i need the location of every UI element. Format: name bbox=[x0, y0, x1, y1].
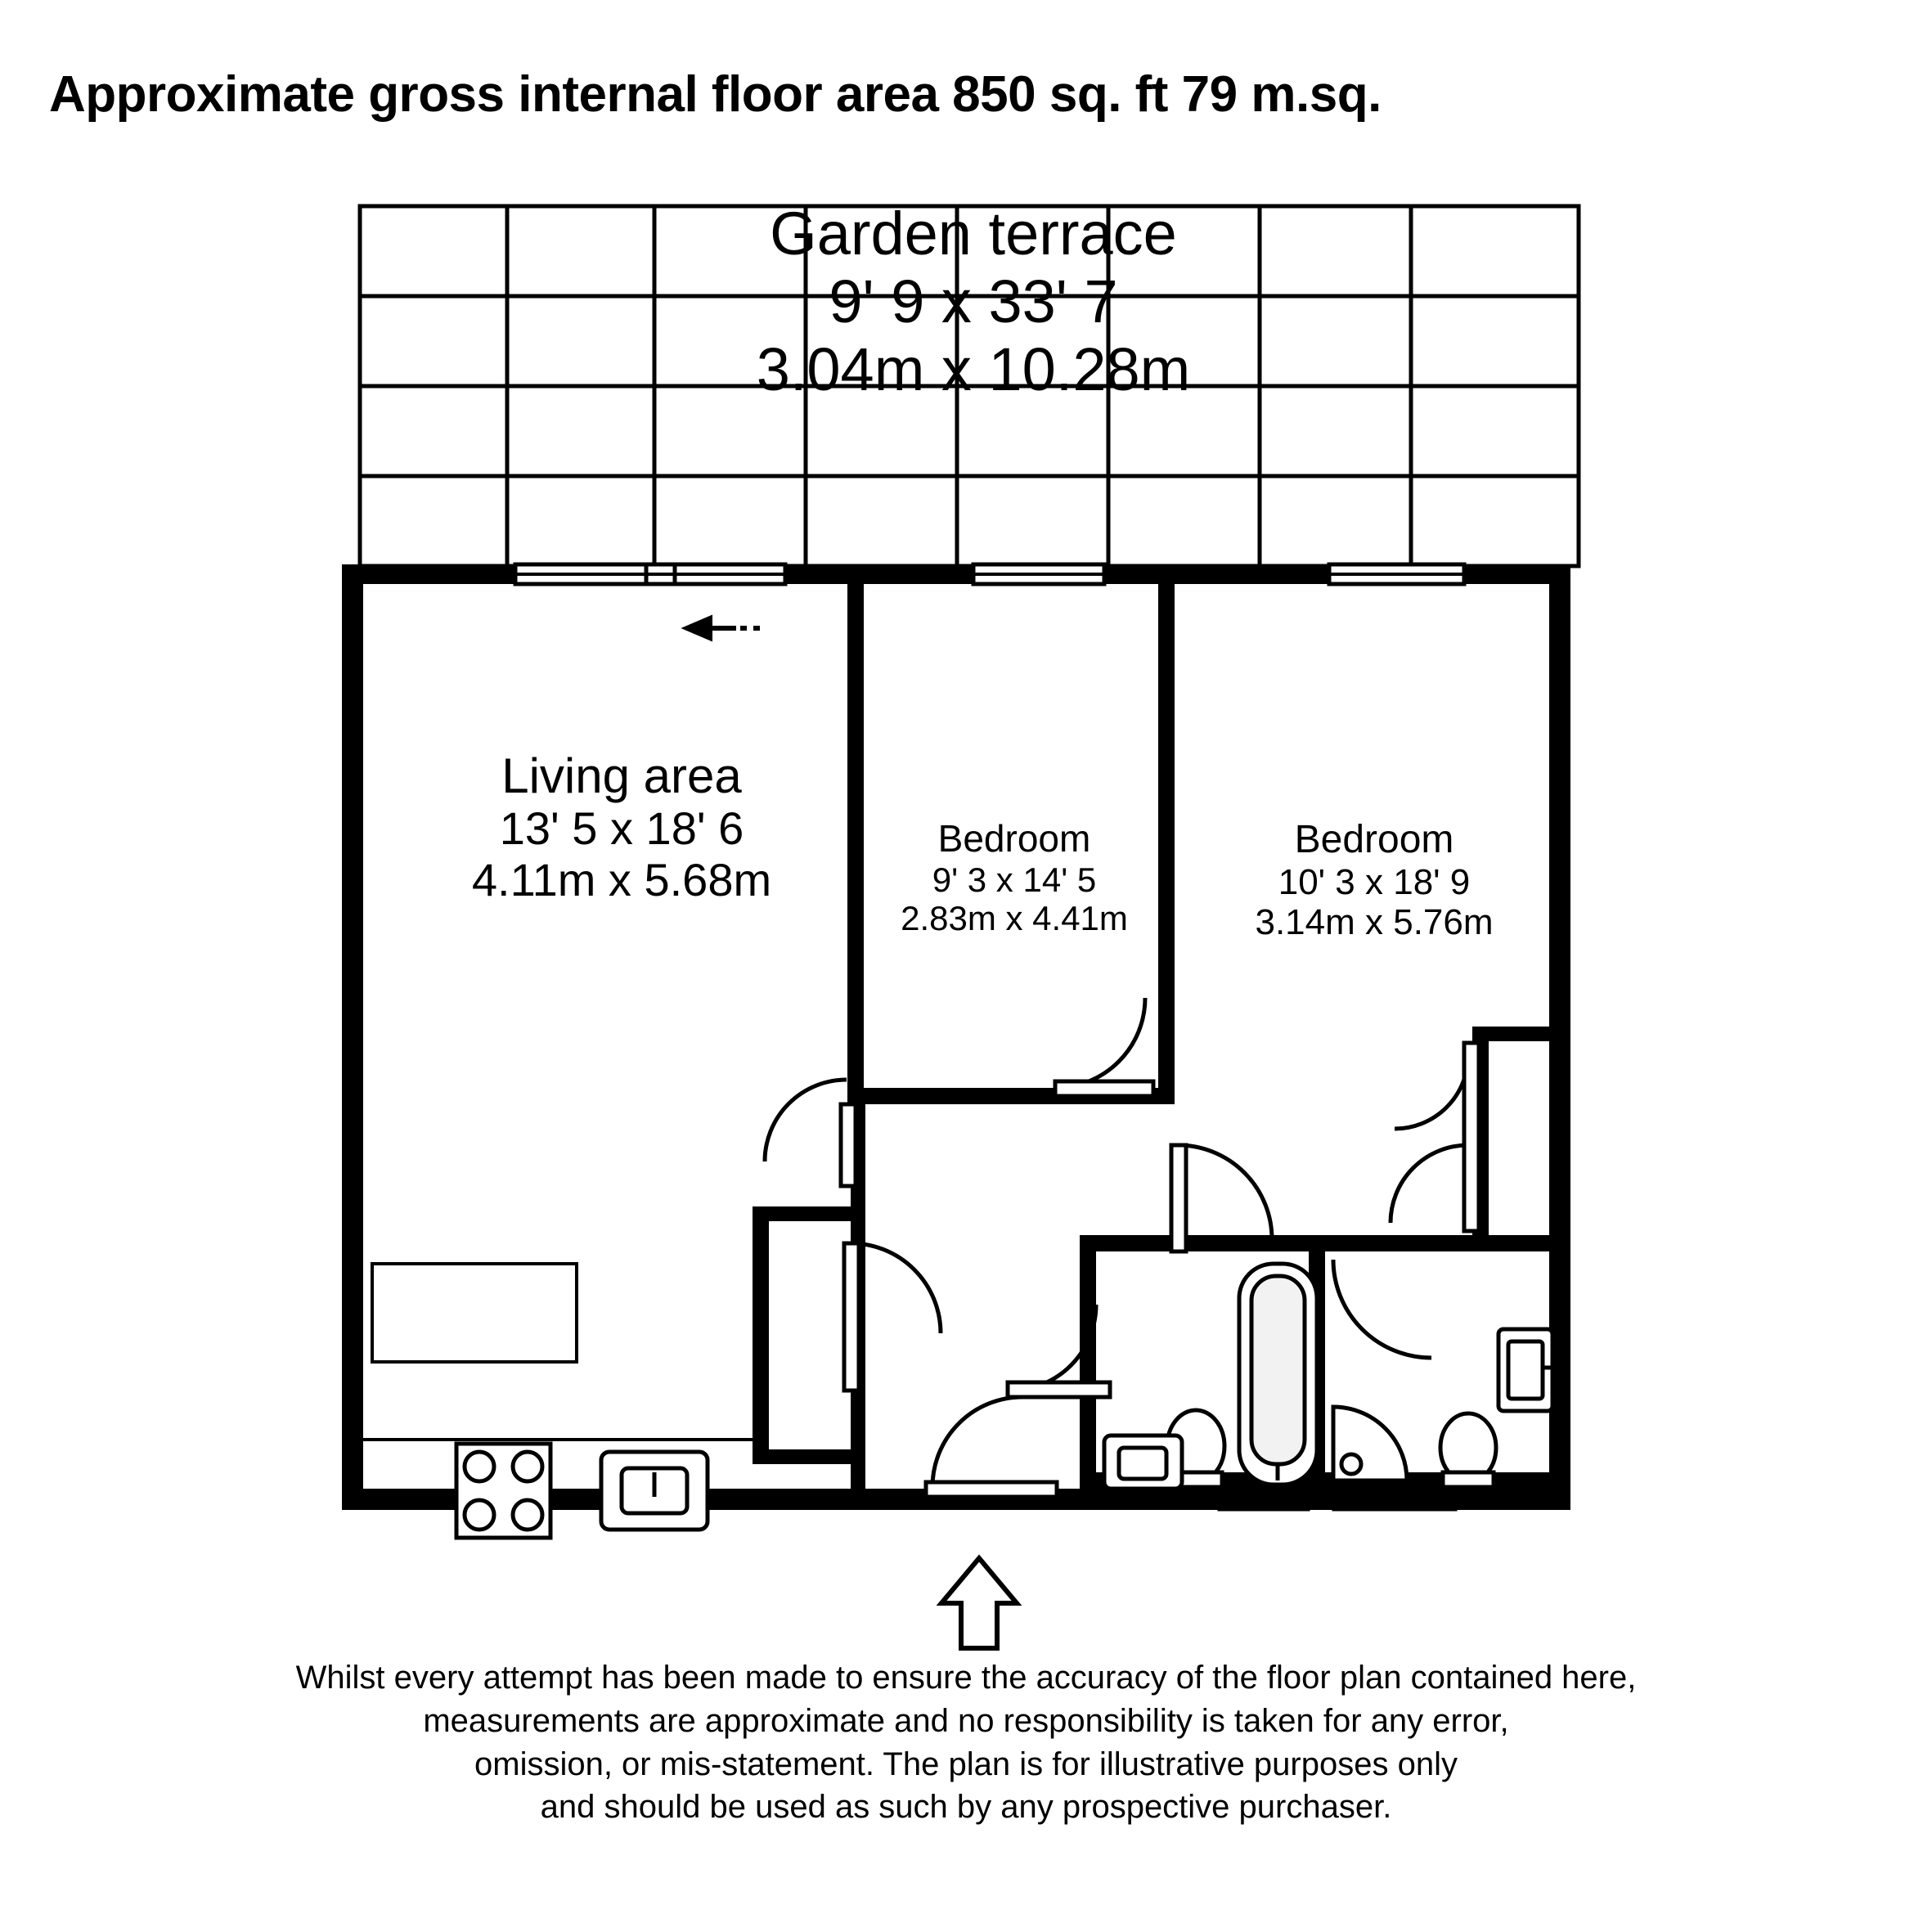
room-dimensions-imperial: 10' 3 x 18' 9 bbox=[1278, 861, 1471, 902]
direction-arrow-icon bbox=[687, 618, 760, 638]
disclaimer-line-2: measurements are approximate and no responsibility is taken for any error, bbox=[423, 1702, 1509, 1739]
kitchen-sink-icon bbox=[601, 1452, 708, 1530]
shower-icon bbox=[1333, 1407, 1407, 1480]
mirror-icon bbox=[1498, 1329, 1559, 1411]
hob-icon bbox=[456, 1444, 550, 1538]
room-dimensions-metric: 2.83m x 4.41m bbox=[901, 898, 1128, 937]
room-name: Living area bbox=[501, 748, 742, 803]
room-label-bedroom-2 bbox=[1202, 818, 1546, 942]
room-name: Bedroom bbox=[1294, 818, 1454, 861]
room-label-bedroom-1 bbox=[859, 818, 1170, 937]
room-name: Garden terrace bbox=[770, 200, 1177, 267]
disclaimer-line-4: and should be used as such by any prospective purchaser. bbox=[540, 1789, 1392, 1826]
bathtub-icon bbox=[1239, 1264, 1317, 1485]
room-name: Bedroom bbox=[937, 817, 1091, 860]
room-dimensions-imperial: 9' 3 x 14' 5 bbox=[932, 860, 1097, 899]
disclaimer-line-1: Whilst every attempt has been made to ensure the accuracy of the floor plan contained here, bbox=[295, 1660, 1637, 1696]
room-dimensions-metric: 3.14m x 5.76m bbox=[1255, 902, 1494, 943]
room-dimensions-imperial: 9' 9 x 33' 7 bbox=[829, 267, 1118, 335]
kitchen-worktop bbox=[363, 1264, 753, 1440]
page-title: Approximate gross internal floor area 850 sq. ft 79 m.sq. bbox=[49, 66, 1382, 123]
interior-walls bbox=[753, 584, 1570, 1510]
disclaimer-line-3: omission, or mis-statement. The plan is for illustrative purposes only bbox=[474, 1746, 1458, 1782]
exterior-walls bbox=[342, 564, 1570, 1510]
room-label-garden-terrace bbox=[523, 200, 1423, 404]
washbasin-icon bbox=[1104, 1436, 1182, 1489]
entrance-arrow-icon bbox=[941, 1558, 1017, 1648]
room-label-living-area bbox=[360, 748, 883, 906]
room-dimensions-imperial: 13' 5 x 18' 6 bbox=[499, 802, 744, 855]
room-dimensions-metric: 3.04m x 10.28m bbox=[756, 335, 1191, 403]
disclaimer-text bbox=[0, 1656, 1932, 1829]
room-dimensions-metric: 4.11m x 5.68m bbox=[471, 853, 772, 905]
toilet-icon-2 bbox=[1440, 1413, 1496, 1487]
